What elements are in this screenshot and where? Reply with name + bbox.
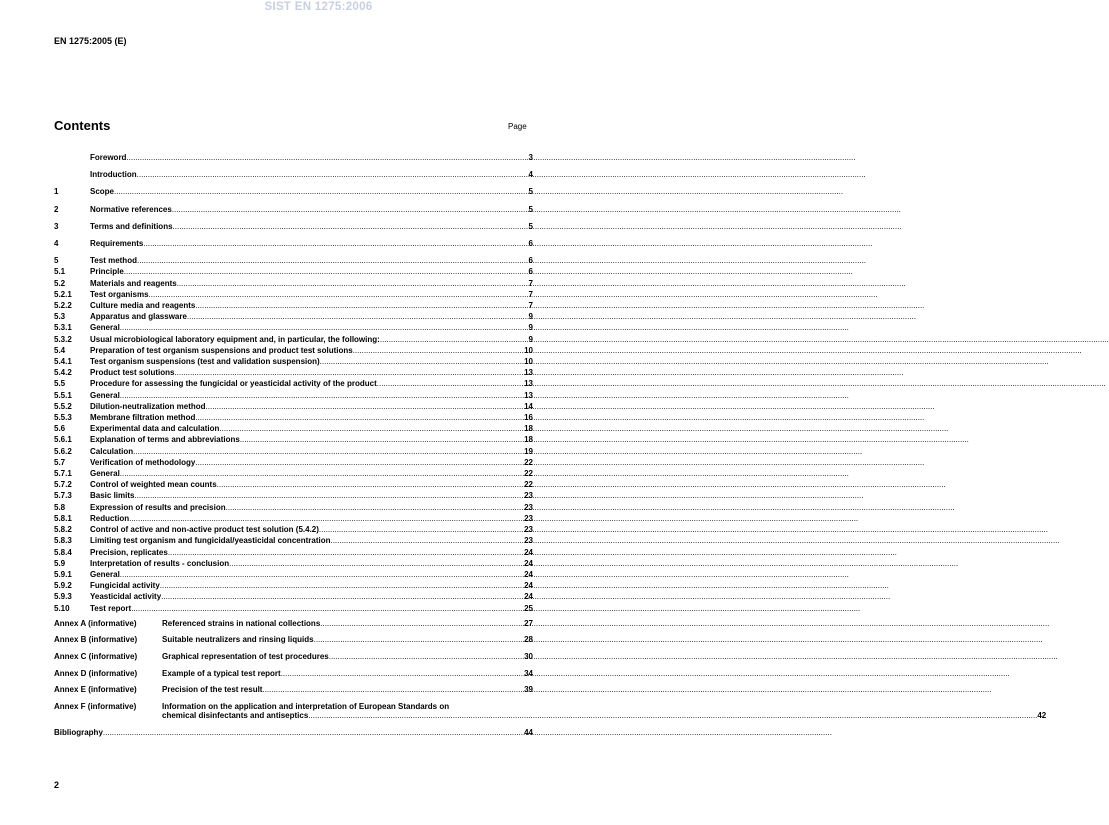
annex-label: Annex D (informative) <box>54 668 138 678</box>
toc-entry-page: 22 <box>524 457 533 467</box>
toc-entry-number: 5.9.3 <box>54 592 72 602</box>
toc-entry-number: 5.2.2 <box>54 301 72 311</box>
dot-leader <box>143 239 528 248</box>
toc-entry[interactable] <box>54 402 533 411</box>
annex-title: Precision of the test result <box>162 685 263 695</box>
dot-leader <box>329 652 524 662</box>
toc-entry-number: 5.7 <box>54 457 66 467</box>
dot-leader <box>133 447 524 456</box>
toc-entry[interactable] <box>54 525 533 534</box>
toc-entry-page: 3 <box>528 153 533 162</box>
toc-entry[interactable] <box>54 205 533 214</box>
dot-leader <box>262 685 524 695</box>
dot-leader <box>103 728 524 737</box>
dot-leader <box>129 514 524 523</box>
toc-entry-title: Control of weighted mean counts <box>90 480 217 490</box>
annex-title: Graphical representation of test procedures <box>162 651 329 661</box>
toc-entry-title: General <box>90 469 120 479</box>
dot-leader <box>330 536 524 545</box>
annex-title-line2-row <box>162 711 1046 721</box>
dot-leader <box>177 279 529 288</box>
toc-entry-title: Dilution-neutralization method <box>90 401 206 411</box>
toc-entry-title: Apparatus and glassware <box>90 312 187 322</box>
toc-entry[interactable] <box>54 368 533 377</box>
bibliography-page: 44 <box>524 727 533 737</box>
toc-entry-title: Expression of results and precision <box>90 502 226 512</box>
toc-entry-number: 5.5.1 <box>54 390 72 400</box>
dot-leader <box>174 368 524 377</box>
toc-entry[interactable] <box>54 222 533 231</box>
annex-title: Suitable neutralizers and rinsing liquids <box>162 635 314 645</box>
toc-entry[interactable] <box>54 604 533 613</box>
toc-entry-number: 2 <box>54 204 59 214</box>
dot-leader <box>195 458 524 467</box>
dot-leader <box>320 619 524 629</box>
toc-entry[interactable] <box>54 267 533 276</box>
toc-entry-number: 5.5 <box>54 379 66 389</box>
toc-entry-page: 5 <box>528 221 533 231</box>
toc-entry-title: Test report <box>90 603 132 613</box>
toc-entry-number: 5.5.2 <box>54 401 72 411</box>
toc-entry-number: 3 <box>54 221 59 231</box>
toc-entry[interactable] <box>54 536 533 545</box>
toc-entry-title: Usual microbiological laboratory equipment and, in particular, the following: <box>90 334 380 344</box>
toc-entry-page: 13 <box>524 379 533 389</box>
toc-entry-page: 23 <box>524 525 533 535</box>
annex-label: Annex F (informative) <box>54 701 137 711</box>
toc-entry[interactable] <box>54 239 533 248</box>
toc-entry-number: 5.2.1 <box>54 289 72 299</box>
toc-entry[interactable] <box>54 335 533 344</box>
dot-leader <box>134 491 524 500</box>
toc-entry-number: 5.10 <box>54 603 70 613</box>
dot-leader <box>160 581 524 590</box>
dot-leader <box>131 604 524 613</box>
toc-entry-page: 22 <box>524 480 533 490</box>
toc-entry-title: Calculation <box>90 446 134 456</box>
toc-entry-title: Basic limits <box>90 491 135 501</box>
annex-title-line1: Information on the application and interpretation of European Standards on <box>162 701 450 711</box>
toc-entry[interactable] <box>54 391 533 400</box>
dot-leader <box>240 435 524 444</box>
dot-leader <box>195 301 528 310</box>
toc-annex-entry[interactable] <box>54 669 533 679</box>
toc-entry-page: 10 <box>524 345 533 355</box>
toc-entry-number: 5 <box>54 256 59 266</box>
toc-entry-page: 23 <box>524 491 533 501</box>
toc-entry-title: Reduction <box>90 513 130 523</box>
toc-entry-title: Preparation of test organism suspensions and product test solutions <box>90 345 353 355</box>
toc-entry[interactable] <box>54 424 533 433</box>
toc-entry-page: 7 <box>528 278 533 288</box>
toc-entry-title: Procedure for assessing the fungicidal or yeasticidal activity of the product <box>90 379 377 389</box>
dot-leader <box>172 205 529 214</box>
toc-entry[interactable] <box>54 581 533 590</box>
dot-leader <box>314 635 525 645</box>
toc-entry-number: 5.3.1 <box>54 323 72 333</box>
toc-entry-page: 9 <box>528 323 533 333</box>
toc-entry[interactable] <box>54 514 533 523</box>
toc-entry-title: Control of active and non-active product test solution (5.4.2) <box>90 525 319 535</box>
toc-entry-page: 19 <box>524 446 533 456</box>
toc-entry-page: 22 <box>524 469 533 479</box>
dot-leader <box>319 525 524 534</box>
toc-entry-title: Requirements <box>90 239 144 249</box>
contents-heading: Contents <box>54 118 111 133</box>
toc-entry-number: 5.9 <box>54 558 66 568</box>
dot-leader <box>353 346 524 355</box>
annex-label: Annex E (informative) <box>54 685 137 695</box>
toc-entry[interactable] <box>54 301 533 310</box>
dot-leader <box>187 312 529 321</box>
toc-entry[interactable] <box>54 357 533 366</box>
dot-leader <box>137 256 529 265</box>
annex-label: Annex B (informative) <box>54 635 138 645</box>
toc-entry-page: 4 <box>528 170 533 180</box>
dot-leader <box>124 267 529 276</box>
toc-entry-number: 5.3.2 <box>54 334 72 344</box>
toc-entry-number: 5.4 <box>54 345 66 355</box>
dot-leader <box>137 170 529 179</box>
dot-leader <box>229 559 524 568</box>
toc-entry-title: General <box>90 569 120 579</box>
toc-entry[interactable] <box>54 170 533 179</box>
toc-entry-page: 24 <box>524 592 533 602</box>
toc-entry-title: Explanation of terms and abbreviations <box>90 435 240 445</box>
toc-entry-title: Fungicidal activity <box>90 581 160 591</box>
dot-leader <box>120 391 524 400</box>
toc-entry[interactable] <box>54 323 533 332</box>
annex-title: Referenced strains in national collections <box>162 618 321 628</box>
toc-entry-page: 13 <box>524 390 533 400</box>
toc-entry-page: 5 <box>528 204 533 214</box>
table-of-contents <box>54 153 1047 739</box>
toc-entry-number: 5.6 <box>54 424 66 434</box>
toc-entry-title: Terms and definitions <box>90 221 173 231</box>
dot-leader <box>380 335 529 344</box>
watermark: SIST EN 1275:2006 <box>264 1 373 13</box>
toc-entry-title: Principle <box>90 267 124 277</box>
toc-entry[interactable] <box>54 413 533 422</box>
toc-entry-page: 6 <box>528 267 533 277</box>
toc-entry[interactable] <box>54 469 533 478</box>
toc-entry[interactable] <box>54 503 533 512</box>
toc-entry-title: Scope <box>90 187 115 197</box>
toc-entry-page: 24 <box>524 558 533 568</box>
toc-entry-page: 18 <box>524 424 533 434</box>
toc-entry-number: 5.8.3 <box>54 536 72 546</box>
toc-entry-number: 5.9.2 <box>54 581 72 591</box>
annex-page: 28 <box>524 635 533 645</box>
toc-entry-page: 18 <box>524 435 533 445</box>
toc-entry-page: 10 <box>524 357 533 367</box>
dot-leader <box>126 153 528 162</box>
toc-entry-page: 9 <box>528 312 533 322</box>
dot-leader <box>226 503 525 512</box>
toc-entry-title: Introduction <box>90 170 137 180</box>
toc-entry-page: 7 <box>528 301 533 311</box>
toc-entry-number: 5.8.4 <box>54 547 72 557</box>
toc-entry-page: 24 <box>524 569 533 579</box>
toc-entry-title: General <box>90 390 120 400</box>
toc-entry-number: 5.9.1 <box>54 569 72 579</box>
dot-leader <box>281 669 524 679</box>
toc-entry[interactable] <box>54 559 533 568</box>
toc-entry-page: 23 <box>524 502 533 512</box>
toc-entry[interactable] <box>54 346 533 355</box>
toc-entry-number: 5.4.2 <box>54 368 72 378</box>
annex-page: 34 <box>524 668 533 678</box>
toc-entry-title: Interpretation of results - conclusion <box>90 558 230 568</box>
annex-label: Annex C (informative) <box>54 651 138 661</box>
annex-body <box>162 702 1046 721</box>
dot-leader <box>377 379 524 388</box>
dot-leader <box>206 402 525 411</box>
toc-entry-page: 7 <box>528 289 533 299</box>
toc-entry-page: 24 <box>524 581 533 591</box>
dot-leader <box>195 413 524 422</box>
dot-leader <box>168 548 524 557</box>
toc-entry[interactable] <box>54 256 533 265</box>
annex-title: Example of a typical test report <box>162 668 281 678</box>
toc-entry-number: 5.6.2 <box>54 446 72 456</box>
toc-entry[interactable] <box>54 435 533 444</box>
toc-annex-entry[interactable] <box>54 652 533 662</box>
dot-leader <box>114 187 529 196</box>
toc-entry-title: Test organism suspensions (test and validation suspension) <box>90 357 320 367</box>
toc-entry-page: 13 <box>524 368 533 378</box>
annex-page: 27 <box>524 618 533 628</box>
toc-entry-title: Precision, replicates <box>90 547 168 557</box>
toc-entry[interactable] <box>54 570 533 579</box>
annex-label: Annex A (informative) <box>54 618 137 628</box>
annex-title-line2: chemical disinfectants and antiseptics <box>162 711 309 721</box>
toc-entry-number: 4 <box>54 239 59 249</box>
toc-bibliography-entry[interactable] <box>54 728 533 737</box>
toc-entry[interactable] <box>54 447 533 456</box>
dot-leader <box>320 357 524 366</box>
toc-entry-title: Product test solutions <box>90 368 175 378</box>
toc-entry-page: 23 <box>524 536 533 546</box>
toc-entry-page: 16 <box>524 413 533 423</box>
toc-entry-page: 9 <box>528 334 533 344</box>
toc-entry-title: Test organisms <box>90 289 149 299</box>
dot-leader <box>308 711 1037 721</box>
toc-annex-entry[interactable] <box>54 701 1047 721</box>
toc-entry-title: General <box>90 323 120 333</box>
dot-leader <box>161 592 524 601</box>
toc-entry[interactable] <box>54 187 533 196</box>
toc-entry-number: 5.2 <box>54 278 66 288</box>
annex-page: 39 <box>524 685 533 695</box>
toc-entry-number: 5.7.2 <box>54 480 72 490</box>
toc-entry-number: 5.5.3 <box>54 413 72 423</box>
toc-entry-title: Normative references <box>90 204 172 214</box>
toc-entry-number: 5.7.3 <box>54 491 72 501</box>
toc-entry-number: 5.8.1 <box>54 513 72 523</box>
toc-entry-page: 6 <box>528 256 533 266</box>
toc-entry[interactable] <box>54 592 533 601</box>
page-number: 2 <box>54 780 60 790</box>
dot-leader <box>219 424 524 433</box>
dot-leader <box>149 290 529 299</box>
toc-entry-page: 25 <box>524 603 533 613</box>
toc-entry[interactable] <box>54 491 533 500</box>
toc-entry-page: 23 <box>524 513 533 523</box>
toc-entry-number: 5.4.1 <box>54 357 72 367</box>
toc-entry-number: 5.6.1 <box>54 435 72 445</box>
toc-entry[interactable] <box>54 458 533 467</box>
document-id: EN 1275:2005 (E) <box>54 36 127 46</box>
toc-annex-entry[interactable] <box>54 635 533 645</box>
toc-annex-entry[interactable] <box>54 685 533 695</box>
toc-entry-number: 5.3 <box>54 312 66 322</box>
toc-entry-page: 6 <box>528 239 533 249</box>
toc-entry-page: 24 <box>524 547 533 557</box>
dot-leader <box>217 480 524 489</box>
toc-entry-title: Test method <box>90 256 137 266</box>
toc-entry-number: 5.8.2 <box>54 525 72 535</box>
toc-entry-title: Foreword <box>90 153 127 162</box>
toc-entry-title: Verification of methodology <box>90 457 196 467</box>
toc-entry-title: Materials and reagents <box>90 278 177 288</box>
toc-entry[interactable] <box>54 153 533 162</box>
dot-leader <box>120 570 524 579</box>
toc-entry[interactable] <box>54 379 533 388</box>
toc-entry[interactable] <box>54 480 533 489</box>
toc-entry-page: 5 <box>528 187 533 197</box>
annex-page: 30 <box>524 651 533 661</box>
toc-annex-entry[interactable] <box>54 619 533 629</box>
toc-entry-title: Yeasticidal activity <box>90 592 162 602</box>
toc-entry-title: Limiting test organism and fungicidal/yeasticidal concentration <box>90 536 331 546</box>
annex-page: 42 <box>1037 711 1047 721</box>
dot-leader <box>173 222 529 231</box>
toc-entry-title: Experimental data and calculation <box>90 424 220 434</box>
page-column-label: Page <box>508 122 527 131</box>
bibliography-title: Bibliography <box>54 727 103 737</box>
toc-entry-page: 14 <box>524 401 533 411</box>
toc-entry-number: 1 <box>54 187 59 197</box>
toc-entry[interactable] <box>54 548 533 557</box>
toc-entry[interactable] <box>54 279 533 288</box>
toc-entry[interactable] <box>54 290 533 299</box>
dot-leader <box>120 323 529 332</box>
dot-leader <box>120 469 524 478</box>
toc-entry[interactable] <box>54 312 533 321</box>
toc-entry-title: Membrane filtration method <box>90 413 196 423</box>
toc-entry-title: Culture media and reagents <box>90 301 196 311</box>
toc-entry-number: 5.7.1 <box>54 469 72 479</box>
toc-entry-number: 5.8 <box>54 502 66 512</box>
toc-entry-number: 5.1 <box>54 267 66 277</box>
